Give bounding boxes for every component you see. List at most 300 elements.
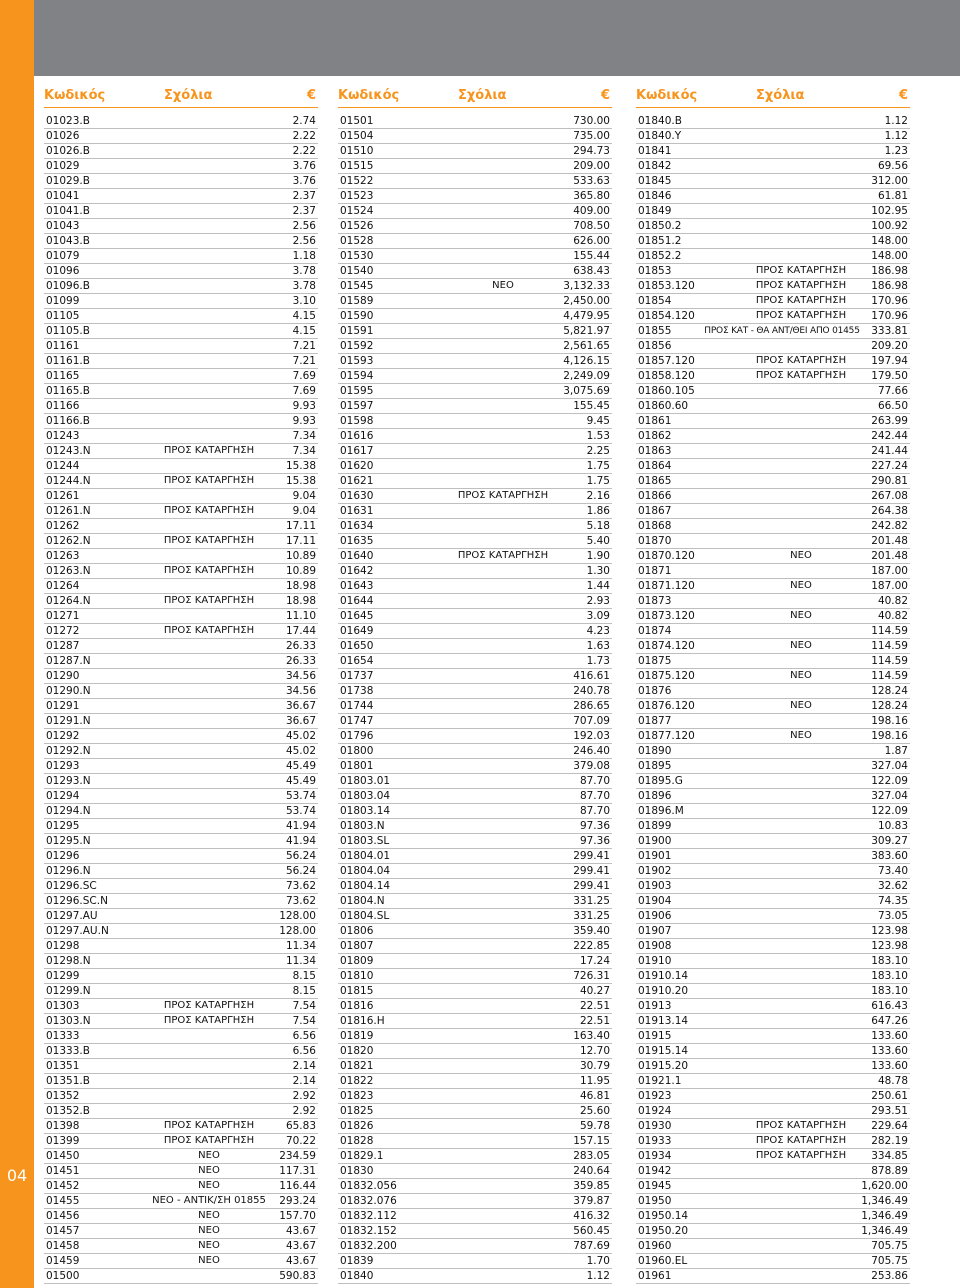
table-row [44, 1254, 318, 1269]
table-row [338, 954, 612, 969]
table-row [44, 819, 318, 834]
item-price: 726.31 [573, 970, 610, 982]
item-price: 155.45 [573, 400, 610, 412]
table-row [44, 534, 318, 549]
item-code: 01029.B [46, 175, 90, 187]
table-row [338, 1014, 612, 1029]
item-code: 01263.N [46, 565, 91, 577]
item-note: ΝΕΟ [198, 1180, 220, 1191]
item-price: 73.62 [285, 895, 316, 907]
item-price: 183.10 [871, 985, 908, 997]
table-row [636, 609, 910, 624]
item-price: 9.93 [292, 415, 316, 427]
table-row [338, 1119, 612, 1134]
table-row [338, 1239, 612, 1254]
table-row [44, 429, 318, 444]
item-price: 2.22 [292, 130, 316, 142]
table-row [338, 789, 612, 804]
table-row [338, 369, 612, 384]
item-code: 01264.N [46, 595, 91, 607]
item-note: ΝΕΟ [790, 580, 812, 591]
table-row [636, 1059, 910, 1074]
item-price: 227.24 [871, 460, 908, 472]
item-price: 327.04 [871, 790, 908, 802]
table-row [44, 114, 318, 129]
item-code: 01744 [340, 700, 374, 712]
item-price: 12.70 [579, 1045, 610, 1057]
table-row [636, 1194, 910, 1209]
item-price: 48.78 [877, 1075, 908, 1087]
item-price: 40.27 [579, 985, 610, 997]
item-code: 01900 [638, 835, 672, 847]
item-price: 30.79 [579, 1060, 610, 1072]
item-code: 01041.B [46, 205, 90, 217]
item-price: 1,346.49 [861, 1225, 908, 1237]
item-note: ΠΡΟΣ ΚΑΤΑΡΓΗΣΗ [163, 475, 255, 486]
item-price: 299.41 [573, 865, 610, 877]
table-row [636, 249, 910, 264]
table-row [338, 264, 612, 279]
table-row [44, 804, 318, 819]
item-price: 187.00 [871, 565, 908, 577]
item-code: 01617 [340, 445, 374, 457]
item-code: 01895 [638, 760, 672, 772]
table-row [636, 819, 910, 834]
item-price: 240.78 [573, 685, 610, 697]
item-code: 01244 [46, 460, 80, 472]
item-price: 102.95 [871, 205, 908, 217]
item-note: ΝΕΟ [790, 640, 812, 651]
item-code: 01738 [340, 685, 374, 697]
column-header [44, 86, 318, 108]
table-row [44, 594, 318, 609]
item-price: 36.67 [285, 715, 316, 727]
item-price: 1.75 [586, 460, 610, 472]
table-row [44, 309, 318, 324]
item-price: 40.82 [877, 610, 908, 622]
item-code: 01630 [340, 490, 374, 502]
item-price: 2,249.09 [563, 370, 610, 382]
item-price: 128.00 [279, 910, 316, 922]
table-row [636, 834, 910, 849]
item-code: 01832.056 [340, 1180, 397, 1192]
item-price: 705.75 [871, 1255, 908, 1267]
table-row [636, 1179, 910, 1194]
item-code: 01796 [340, 730, 374, 742]
item-code: 01515 [340, 160, 374, 172]
table-row [44, 939, 318, 954]
item-code: 01264 [46, 580, 80, 592]
item-note: ΝΕΟ [790, 610, 812, 621]
item-code: 01803.N [340, 820, 385, 832]
item-price: 87.70 [579, 805, 610, 817]
item-price: 2.56 [292, 220, 316, 232]
item-code: 01915.14 [638, 1045, 689, 1057]
item-price: 9.93 [292, 400, 316, 412]
table-row [636, 594, 910, 609]
item-code: 01904 [638, 895, 672, 907]
table-row [636, 369, 910, 384]
item-price: 9.45 [586, 415, 610, 427]
table-row [338, 909, 612, 924]
table-row [338, 939, 612, 954]
item-price: 327.04 [871, 760, 908, 772]
item-price: 708.50 [573, 220, 610, 232]
item-code: 01026.B [46, 145, 90, 157]
table-row [44, 459, 318, 474]
item-code: 01815 [340, 985, 374, 997]
item-price: 333.81 [871, 325, 908, 337]
table-row [636, 279, 910, 294]
table-row [44, 414, 318, 429]
item-price: 1.63 [586, 640, 610, 652]
item-code: 01631 [340, 505, 374, 517]
item-note: ΠΡΟΣ ΚΑΤΑΡΓΗΣΗ [163, 625, 255, 636]
item-code: 01840.Y [638, 130, 682, 142]
item-code: 01832.076 [340, 1195, 397, 1207]
item-code: 01640 [340, 550, 374, 562]
item-code: 01960 [638, 1240, 672, 1252]
item-code: 01540 [340, 265, 374, 277]
item-code: 01876 [638, 685, 672, 697]
table-row [636, 294, 910, 309]
item-price: 3.76 [292, 175, 316, 187]
item-code: 01620 [340, 460, 374, 472]
table-row [44, 564, 318, 579]
item-price: 15.38 [285, 460, 316, 472]
table-row [338, 579, 612, 594]
table-row [636, 879, 910, 894]
item-price: 234.59 [279, 1150, 316, 1162]
item-price: 56.24 [285, 850, 316, 862]
item-price: 2.37 [292, 205, 316, 217]
price-rows [338, 114, 612, 1284]
item-code: 01896.M [638, 805, 684, 817]
item-code: 01950 [638, 1195, 672, 1207]
table-row [338, 129, 612, 144]
header-code: Κωδικός [44, 88, 106, 103]
table-row [338, 1224, 612, 1239]
item-code: 01907 [638, 925, 672, 937]
item-price: 1.30 [586, 565, 610, 577]
item-note: ΝΕΟ [198, 1240, 220, 1251]
table-row [338, 669, 612, 684]
item-code: 01853 [638, 265, 672, 277]
item-code: 01451 [46, 1165, 80, 1177]
item-price: 560.45 [573, 1225, 610, 1237]
item-code: 01294.N [46, 805, 91, 817]
item-note: ΠΡΟΣ ΚΑΤΑΡΓΗΣΗ [163, 595, 255, 606]
item-code: 01806 [340, 925, 374, 937]
table-row [44, 789, 318, 804]
item-price: 4.15 [292, 325, 316, 337]
item-code: 01877 [638, 715, 672, 727]
item-code: 01832.200 [340, 1240, 397, 1252]
item-code: 01945 [638, 1180, 672, 1192]
item-price: 1.87 [884, 745, 908, 757]
item-price: 186.98 [871, 280, 908, 292]
item-price: 1.70 [586, 1255, 610, 1267]
table-row [636, 1089, 910, 1104]
item-code: 01287 [46, 640, 80, 652]
item-price: 45.02 [285, 730, 316, 742]
item-code: 01910.14 [638, 970, 689, 982]
item-code: 01860.60 [638, 400, 689, 412]
item-price: 100.92 [871, 220, 908, 232]
item-code: 01846 [638, 190, 672, 202]
item-code: 01800 [340, 745, 374, 757]
item-code: 01960.EL [638, 1255, 688, 1267]
table-row [338, 414, 612, 429]
item-price: 97.36 [579, 820, 610, 832]
table-row [338, 1254, 612, 1269]
item-price: 17.11 [285, 520, 316, 532]
table-row [636, 699, 910, 714]
table-row [44, 339, 318, 354]
table-row [636, 1044, 910, 1059]
item-code: 01924 [638, 1105, 672, 1117]
item-code: 01870 [638, 535, 672, 547]
item-code: 01099 [46, 295, 80, 307]
item-price: 148.00 [871, 235, 908, 247]
item-code: 01804.14 [340, 880, 391, 892]
item-code: 01854 [638, 295, 672, 307]
item-code: 01840 [340, 1270, 374, 1282]
table-row [338, 399, 612, 414]
item-price: 409.00 [573, 205, 610, 217]
item-note: ΝΕΟ [198, 1165, 220, 1176]
item-note: ΠΡΟΣ ΚΑΤΑΡΓΗΣΗ [163, 1000, 255, 1011]
table-row [338, 549, 612, 564]
item-price: 416.32 [573, 1210, 610, 1222]
table-row [636, 1164, 910, 1179]
item-note: ΠΡΟΣ ΚΑΤΑΡΓΗΣΗ [457, 550, 549, 561]
table-row [44, 864, 318, 879]
table-row [44, 354, 318, 369]
item-code: 01292.N [46, 745, 91, 757]
item-price: 3.76 [292, 160, 316, 172]
item-code: 01868 [638, 520, 672, 532]
item-price: 179.50 [871, 370, 908, 382]
item-price: 359.85 [573, 1180, 610, 1192]
item-price: 3.09 [586, 610, 610, 622]
item-price: 5,821.97 [563, 325, 610, 337]
item-code: 01351.B [46, 1075, 90, 1087]
column-header [338, 86, 612, 108]
item-code: 01290.N [46, 685, 91, 697]
table-row [338, 1074, 612, 1089]
top-banner [0, 0, 960, 76]
item-price: 133.60 [871, 1060, 908, 1072]
item-price: 11.10 [285, 610, 316, 622]
header-note: Σχόλια [756, 88, 805, 103]
item-code: 01294 [46, 790, 80, 802]
item-code: 01287.N [46, 655, 91, 667]
table-row [44, 1014, 318, 1029]
table-row [44, 519, 318, 534]
table-row [338, 459, 612, 474]
item-code: 01832.152 [340, 1225, 397, 1237]
table-row [338, 534, 612, 549]
table-row [636, 429, 910, 444]
item-price: 2.14 [292, 1060, 316, 1072]
table-row [44, 1029, 318, 1044]
item-code: 01819 [340, 1030, 374, 1042]
table-row [338, 1269, 612, 1284]
item-code: 01961 [638, 1270, 672, 1282]
table-row [636, 1104, 910, 1119]
item-code: 01023.B [46, 115, 90, 127]
item-price: 705.75 [871, 1240, 908, 1252]
item-price: 7.69 [292, 370, 316, 382]
item-code: 01853.120 [638, 280, 695, 292]
item-price: 10.89 [285, 565, 316, 577]
item-price: 36.67 [285, 700, 316, 712]
item-price: 626.00 [573, 235, 610, 247]
item-price: 128.00 [279, 925, 316, 937]
item-price: 1.86 [586, 505, 610, 517]
item-code: 01399 [46, 1135, 80, 1147]
table-row [44, 1194, 318, 1209]
table-row [338, 489, 612, 504]
item-price: 45.49 [285, 760, 316, 772]
item-code: 01875.120 [638, 670, 695, 682]
item-code: 01829.1 [340, 1150, 384, 1162]
item-price: 7.21 [292, 355, 316, 367]
item-price: 1.23 [884, 145, 908, 157]
item-price: 22.51 [579, 1000, 610, 1012]
table-row [338, 279, 612, 294]
item-price: 283.05 [573, 1150, 610, 1162]
item-code: 01096 [46, 265, 80, 277]
item-price: 187.00 [871, 580, 908, 592]
item-price: 122.09 [871, 805, 908, 817]
item-code: 01913.14 [638, 1015, 689, 1027]
item-price: 1.44 [586, 580, 610, 592]
item-price: 1.12 [884, 130, 908, 142]
item-price: 7.21 [292, 340, 316, 352]
table-row [338, 219, 612, 234]
item-price: 359.40 [573, 925, 610, 937]
table-row [44, 1269, 318, 1284]
item-price: 198.16 [871, 715, 908, 727]
table-row [636, 639, 910, 654]
table-row [44, 189, 318, 204]
item-code: 01635 [340, 535, 374, 547]
item-note: ΝΕΟ [790, 670, 812, 681]
table-row [44, 1209, 318, 1224]
item-price: 53.74 [285, 805, 316, 817]
table-row [636, 969, 910, 984]
item-code: 01803.01 [340, 775, 391, 787]
item-code: 01874 [638, 625, 672, 637]
table-row [44, 1044, 318, 1059]
item-code: 01851.2 [638, 235, 682, 247]
item-code: 01873 [638, 595, 672, 607]
item-code: 01293 [46, 760, 80, 772]
table-row [44, 924, 318, 939]
item-code: 01458 [46, 1240, 80, 1252]
item-code: 01296.SC [46, 880, 97, 892]
item-price: 533.63 [573, 175, 610, 187]
item-note: ΠΡΟΣ ΚΑΤΑΡΓΗΣΗ [755, 1135, 847, 1146]
table-row [636, 1209, 910, 1224]
item-price: 293.51 [871, 1105, 908, 1117]
table-row [636, 774, 910, 789]
item-code: 01105 [46, 310, 80, 322]
item-price: 3,132.33 [563, 280, 610, 292]
item-price: 45.49 [285, 775, 316, 787]
table-row [338, 1089, 612, 1104]
item-code: 01298.N [46, 955, 91, 967]
item-price: 787.69 [573, 1240, 610, 1252]
item-note: ΠΡΟΣ ΚΑΤΑΡΓΗΣΗ [457, 490, 549, 501]
item-code: 01801 [340, 760, 374, 772]
item-price: 41.94 [285, 835, 316, 847]
item-note: ΠΡΟΣ ΚΑΤΑΡΓΗΣΗ [755, 280, 847, 291]
item-code: 01933 [638, 1135, 672, 1147]
item-price: 15.38 [285, 475, 316, 487]
item-price: 1.75 [586, 475, 610, 487]
table-row [636, 1029, 910, 1044]
table-row [338, 999, 612, 1014]
item-price: 114.59 [871, 640, 908, 652]
item-price: 43.67 [285, 1225, 316, 1237]
item-code: 01296.N [46, 865, 91, 877]
table-row [338, 1029, 612, 1044]
item-code: 01855 [638, 325, 672, 337]
item-code: 01923 [638, 1090, 672, 1102]
item-code: 01874.120 [638, 640, 695, 652]
table-row [44, 1224, 318, 1239]
item-price: 2.37 [292, 190, 316, 202]
item-code: 01501 [340, 115, 374, 127]
item-price: 8.15 [292, 985, 316, 997]
item-code: 01832.112 [340, 1210, 397, 1222]
item-note: ΝΕΟ [790, 550, 812, 561]
item-code: 01165.B [46, 385, 90, 397]
item-code: 01899 [638, 820, 672, 832]
item-code: 01816.H [340, 1015, 385, 1027]
item-price: 7.34 [292, 445, 316, 457]
table-row [636, 219, 910, 234]
table-row [44, 999, 318, 1014]
item-code: 01291 [46, 700, 80, 712]
item-note: ΠΡΟΣ ΚΑΤΑΡΓΗΣΗ [755, 1150, 847, 1161]
item-price: 7.54 [292, 1000, 316, 1012]
item-price: 46.81 [579, 1090, 610, 1102]
table-row [636, 339, 910, 354]
table-row [338, 159, 612, 174]
table-row [636, 999, 910, 1014]
item-code: 01876.120 [638, 700, 695, 712]
item-code: 01903 [638, 880, 672, 892]
table-row [44, 624, 318, 639]
table-row [338, 849, 612, 864]
item-code: 01896 [638, 790, 672, 802]
table-row [636, 909, 910, 924]
item-code: 01809 [340, 955, 374, 967]
table-row [636, 324, 910, 339]
table-row [636, 444, 910, 459]
item-code: 01845 [638, 175, 672, 187]
table-row [636, 744, 910, 759]
item-price: 616.43 [871, 1000, 908, 1012]
item-code: 01166.B [46, 415, 90, 427]
item-price: 41.94 [285, 820, 316, 832]
table-row [44, 684, 318, 699]
item-price: 294.73 [573, 145, 610, 157]
